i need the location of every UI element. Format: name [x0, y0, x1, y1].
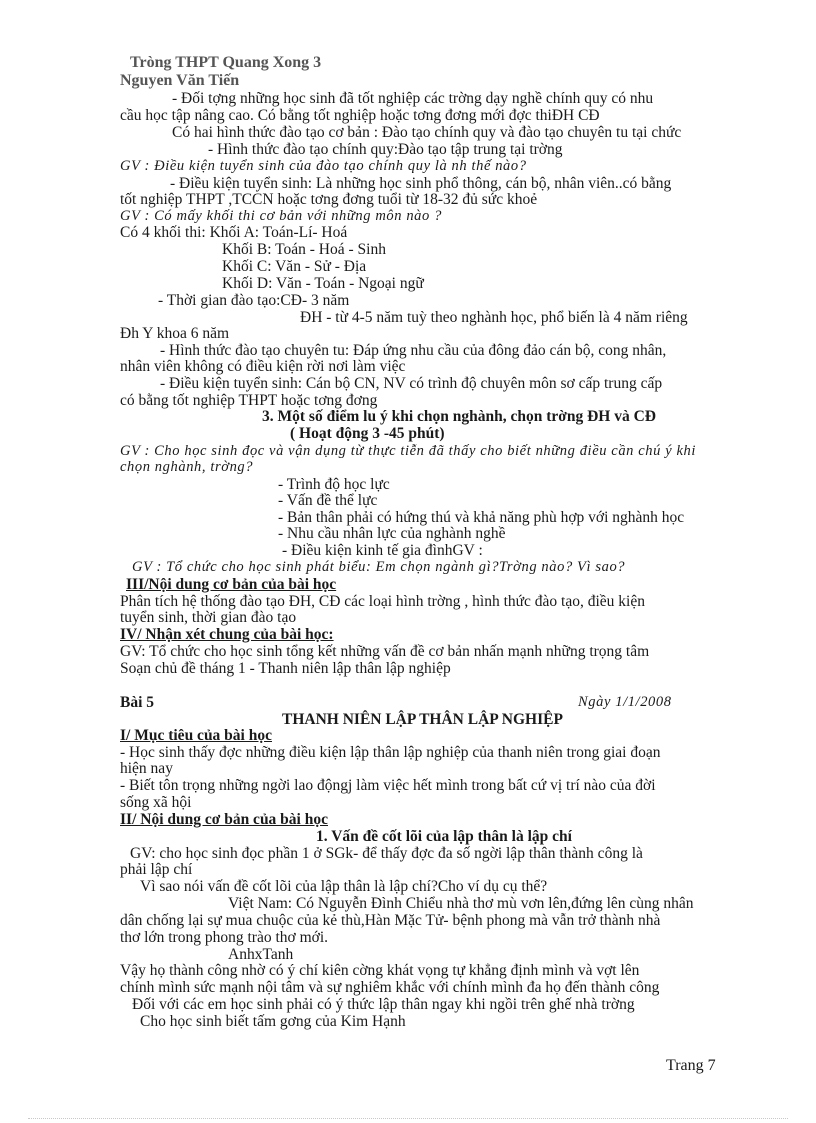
text-line: - Hình thức đào tạo chính quy:Đào tạo tập trung tại trờng	[208, 141, 563, 158]
list-item: - Điều kiện kinh tế gia đìnhGV :	[282, 542, 483, 559]
text-line: ĐH - từ 4-5 năm tuỳ theo nghành học, phổ biến là 4 năm riêng	[300, 309, 688, 326]
text-line: Soạn chủ đề tháng 1 - Thanh niên lập thân lập nghiệp	[120, 660, 451, 677]
text-line: Khối D: Văn - Toán - Ngoại ngữ	[222, 275, 424, 292]
section-subheading: ( Hoạt động 3 -45 phút)	[290, 425, 445, 442]
text-line: nhân viên không có điều kiện rời nơi làm việc	[120, 358, 406, 375]
text-line: sống xã hội	[120, 794, 192, 811]
list-item: - Bản thân phải có hứng thú và khả năng phù hợp với nghành học	[278, 509, 685, 526]
text-line: - Biết tôn trọng những ngời lao độngj làm việc hết mình trong bất cứ vị trí nào của đời	[120, 777, 656, 794]
text-line: - Học sinh thấy đợc những điều kiện lập thân lập nghiệp của thanh niên trong giai đoạn	[120, 744, 661, 761]
text-line: - Điều kiện tuyển sinh: Cán bộ CN, NV có trình độ chuyên môn sơ cấp trung cấp	[160, 375, 663, 392]
section-heading: I/ Mục tiêu của bài học	[120, 727, 272, 744]
text-line: - Thời gian đào tạo:CĐ- 3 năm	[158, 292, 350, 309]
text-line: - Đối tợng những học sinh đã tốt nghiệp các trờng dạy nghề chính quy có nhu	[172, 90, 654, 107]
section-subheading: 1. Vấn đề cốt lõi của lập thân là lập chí	[316, 828, 572, 845]
lesson-number: Bài 5	[120, 694, 155, 711]
teacher-question: GV : Điều kiện tuyển sinh của đào tạo chính quy là nh thế nào?	[120, 158, 527, 174]
text-line: Vì sao nói vấn đề cốt lõi của lập thân là lập chí?Cho ví dụ cụ thể?	[140, 878, 548, 895]
text-line: - Điều kiện tuyển sinh: Là những học sinh phổ thông, cán bộ, nhân viên..có bằng	[170, 175, 672, 192]
section-heading: 3. Một số điểm lu ý khi chọn nghành, chọn trờng ĐH và CĐ	[262, 408, 656, 425]
page-number: Trang 7	[666, 1057, 716, 1074]
text-line: tốt nghiệp THPT ,TCCN hoặc tơng đơng tuổi từ 18-32 đủ sức khoẻ	[120, 191, 538, 208]
text-line: AnhxTanh	[228, 946, 294, 963]
text-line: GV: Tổ chức cho học sinh tổng kết những vấn đề cơ bản nhấn mạnh những trọng tâm	[120, 643, 650, 660]
author-header: Nguyen Văn Tiến	[120, 72, 240, 89]
text-line: Đh Y khoa 6 năm	[120, 325, 230, 342]
text-line: Có 4 khối thi: Khối A: Toán-Lí- Hoá	[120, 224, 348, 241]
text-line: Việt Nam: Có Nguyễn Đình Chiểu nhà thơ mù vơn lên,đứng lên cùng nhân	[228, 895, 694, 912]
text-line: - Hình thức đào tạo chuyên tu: Đáp ứng nhu cầu của đông đảo cán bộ, cong nhân,	[160, 342, 667, 359]
text-line: phải lập chí	[120, 861, 193, 878]
section-heading: III/Nội dung cơ bản của bài học	[126, 576, 337, 593]
list-item: - Nhu cầu nhân lực của nghành nghề	[278, 525, 506, 542]
teacher-question: GV : Tổ chức cho học sinh phát biểu: Em chọn ngành gì?Trờng nào? Vì sao?	[132, 559, 626, 575]
text-line: chính mình sức mạnh nội tâm và sự nghiêm khắc với chính mình đa họ đến thành công	[120, 979, 660, 996]
text-line: Cho học sinh biết tấm gơng của Kim Hạnh	[140, 1013, 406, 1030]
text-line: thơ lớn trong phong trào thơ mới.	[120, 929, 329, 946]
footer-divider	[28, 1118, 788, 1119]
text-line: Khối B: Toán - Hoá - Sinh	[222, 241, 386, 258]
school-header: Tròng THPT Quang Xong 3	[130, 54, 322, 71]
text-line: hiện nay	[120, 760, 173, 777]
text-line: Đối với các em học sinh phải có ý thức lập thân ngay khi ngồi trên ghế nhà trờng	[132, 996, 635, 1013]
text-line: dân chống lại sự mua chuộc của kẻ thù,Hàn Mặc Tử- bệnh phong mà vẫn trở thành nhà	[120, 912, 661, 929]
section-heading: IV/ Nhận xét chung của bài học:	[120, 626, 334, 643]
list-item: - Vấn đề thể lực	[278, 492, 378, 509]
text-line: Khối C: Văn - Sử - Địa	[222, 258, 367, 275]
text-line: cầu học tập nâng cao. Có bằng tốt nghiệp hoặc tơng đơng mới đợc thiĐH CĐ	[120, 107, 600, 124]
lesson-title: THANH NIÊN LẬP THÂN LẬP NGHIỆP	[282, 711, 563, 728]
teacher-question: chọn nghành, trờng?	[120, 459, 254, 475]
lesson-date: Ngày 1/1/2008	[578, 694, 672, 710]
text-line: có bằng tốt nghiệp THPT hoặc tơng đơng	[120, 392, 378, 409]
teacher-question: GV : Cho học sinh đọc và vận dụng từ thực tiễn đã thấy cho biết những điều cần chú ý khi	[120, 443, 696, 459]
text-line: tuyển sinh, thời gian đào tạo	[120, 609, 297, 626]
text-line: Phân tích hệ thống đào tạo ĐH, CĐ các loại hình trờng , hình thức đào tạo, điều kiện	[120, 593, 645, 610]
section-heading: II/ Nội dung cơ bản của bài học	[120, 811, 328, 828]
text-line: Có hai hình thức đào tạo cơ bản : Đào tạo chính quy và đào tạo chuyên tu tại chức	[172, 124, 682, 141]
text-line: GV: cho học sinh đọc phần 1 ở SGk- để thấy đợc đa số ngời lập thân thành công là	[130, 845, 643, 862]
list-item: - Trình độ học lực	[278, 476, 390, 493]
teacher-question: GV : Có mấy khối thi cơ bản với những môn nào ?	[120, 208, 442, 224]
text-line: Vậy họ thành công nhờ có ý chí kiên cờng khát vọng tự khẳng định mình và vợt lên	[120, 962, 640, 979]
